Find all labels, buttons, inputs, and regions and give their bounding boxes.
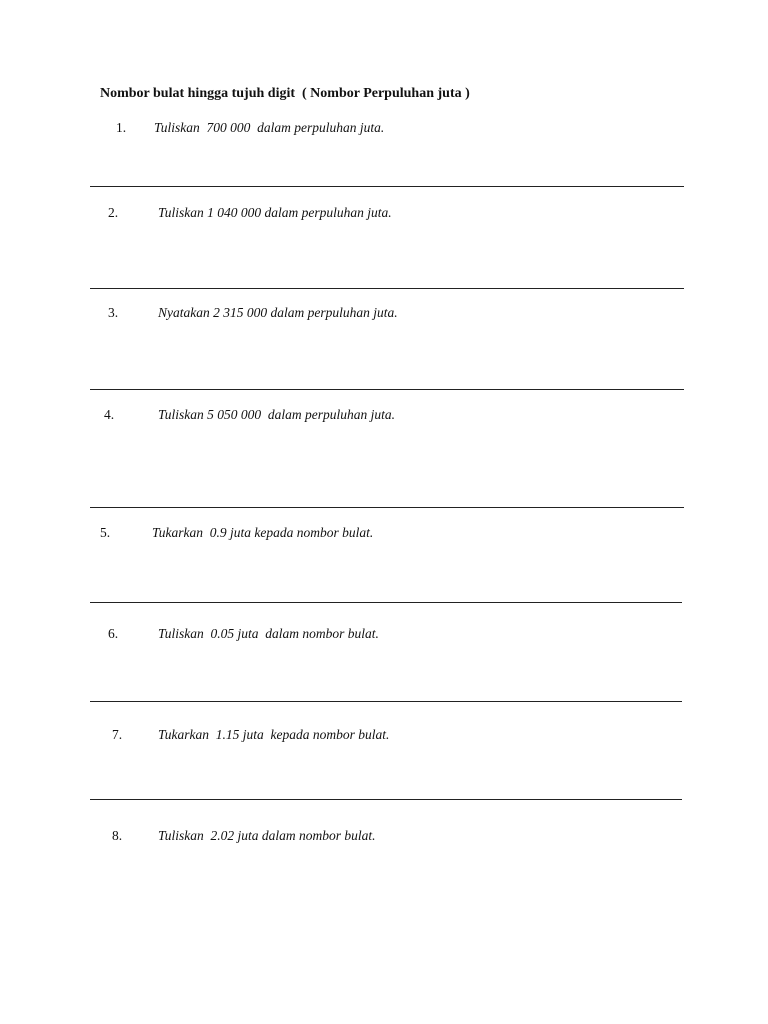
answer-line [90, 288, 684, 289]
question-text: Tuliskan 700 000 dalam perpuluhan juta. [154, 120, 385, 135]
question-number: 2. [108, 205, 119, 220]
question-number: 4. [104, 407, 115, 422]
question-text: Tukarkan 1.15 juta kepada nombor bulat. [158, 727, 390, 742]
question-text: Tuliskan 0.05 juta dalam nombor bulat. [158, 626, 379, 641]
answer-line [90, 389, 684, 390]
answer-line [90, 186, 684, 187]
question-text: Tukarkan 0.9 juta kepada nombor bulat. [152, 525, 374, 540]
question-number: 3. [108, 305, 119, 320]
question-number: 8. [112, 828, 123, 843]
question-number: 1. [116, 120, 127, 135]
question-number: 5. [100, 525, 111, 540]
worksheet-title: Nombor bulat hingga tujuh digit ( Nombor Perpuluhan juta ) [100, 86, 470, 101]
question-text: Tuliskan 2.02 juta dalam nombor bulat. [158, 828, 376, 843]
question-text: Nyatakan 2 315 000 dalam perpuluhan juta. [158, 305, 398, 320]
answer-line [90, 799, 682, 800]
answer-line [90, 701, 682, 702]
question-text: Tuliskan 1 040 000 dalam perpuluhan juta. [158, 205, 392, 220]
answer-line [90, 602, 682, 603]
question-text: Tuliskan 5 050 000 dalam perpuluhan juta. [158, 407, 396, 422]
question-number: 7. [112, 727, 123, 742]
answer-line [90, 507, 684, 508]
question-number: 6. [108, 626, 119, 641]
